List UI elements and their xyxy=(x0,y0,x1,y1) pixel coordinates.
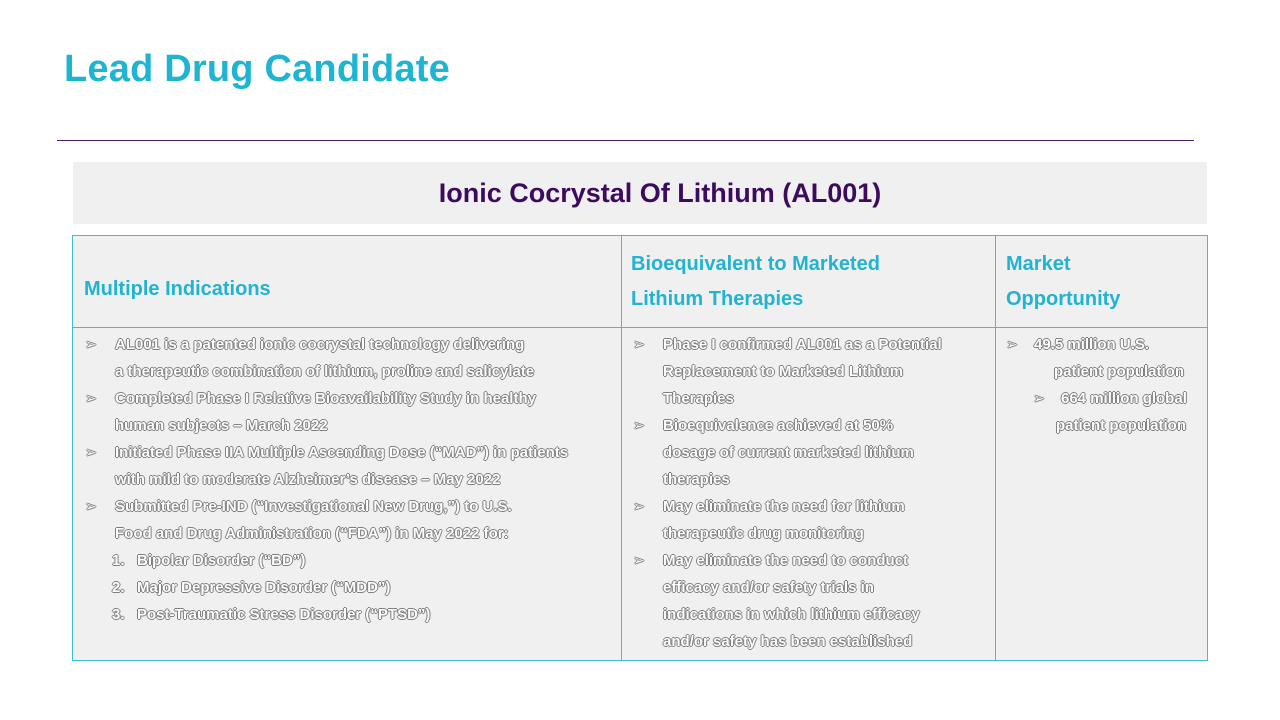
item-number: 1. xyxy=(112,552,125,569)
info-table xyxy=(72,235,1208,661)
numbered-item xyxy=(85,574,615,601)
header-line: Bioequivalent to Marketed xyxy=(631,253,880,275)
item-text: Post-Traumatic Stress Disorder (“PTSD”) xyxy=(137,606,431,623)
numbered-item xyxy=(85,601,615,628)
list-item-line: Bioequivalence achieved at 50% xyxy=(663,417,894,434)
item-number: 3. xyxy=(112,606,125,623)
list-item-line: Initiated Phase IIA Multiple Ascending Dose (“MAD”) in patients xyxy=(115,444,569,461)
list-item-line: AL001 is a patented ionic cocrystal technology delivering xyxy=(115,336,525,353)
banner xyxy=(73,162,1207,224)
list-item-line: and/or safety has been established xyxy=(663,633,913,650)
list-item-line: with mild to moderate Alzheimer’s disease – May 2022 xyxy=(115,471,501,488)
list-item xyxy=(85,439,615,493)
list-item-line: May eliminate the need for lithium xyxy=(663,498,905,515)
arrow-bullet-icon: ➢ xyxy=(633,417,645,433)
arrow-bullet-icon: ➢ xyxy=(85,444,97,460)
list-item xyxy=(633,331,983,412)
bioequivalence-list xyxy=(633,331,983,655)
arrow-bullet-icon: ➢ xyxy=(1033,390,1045,406)
header-divider xyxy=(73,327,1207,328)
list-item-line: therapeutic drug monitoring xyxy=(663,525,864,542)
list-item-line: indications in which lithium efficacy xyxy=(663,606,920,623)
divider-line xyxy=(57,140,1194,141)
list-item-line: Submitted Pre-IND (“Investigational New Drug,”) to U.S. xyxy=(115,498,512,515)
list-item xyxy=(633,412,983,493)
header-line: Opportunity xyxy=(1006,288,1121,310)
list-item-line: efficacy and/or safety trials in xyxy=(663,579,874,596)
arrow-bullet-icon: ➢ xyxy=(1006,336,1018,352)
item-text: Bipolar Disorder (“BD”) xyxy=(137,552,306,569)
header-multiple-indications: Multiple Indications xyxy=(84,278,271,300)
list-item xyxy=(633,547,983,655)
list-item xyxy=(1006,385,1201,439)
header-bioequivalent xyxy=(631,247,880,317)
list-item-line: Phase I confirmed AL001 as a Potential xyxy=(663,336,942,353)
arrow-bullet-icon: ➢ xyxy=(633,552,645,568)
indications-list xyxy=(85,331,615,628)
page-title: Lead Drug Candidate xyxy=(64,48,450,90)
list-item-line: Completed Phase I Relative Bioavailability Study in healthy xyxy=(115,390,536,407)
list-item xyxy=(633,493,983,547)
list-item-line: human subjects – March 2022 xyxy=(115,417,328,434)
list-item xyxy=(85,331,615,385)
arrow-bullet-icon: ➢ xyxy=(633,336,645,352)
list-item-line: Food and Drug Administration (“FDA”) in May 2022 for: xyxy=(115,525,509,542)
list-item-line: Therapies xyxy=(663,390,734,407)
market-list xyxy=(1006,331,1201,439)
arrow-bullet-icon: ➢ xyxy=(85,390,97,406)
item-text: Major Depressive Disorder (“MDD”) xyxy=(137,579,391,596)
header-line: Lithium Therapies xyxy=(631,288,804,310)
column-divider xyxy=(995,236,996,660)
list-item-line: patient population xyxy=(1054,363,1184,380)
numbered-item xyxy=(85,547,615,574)
list-item xyxy=(1006,331,1201,385)
arrow-bullet-icon: ➢ xyxy=(633,498,645,514)
list-item-line: Replacement to Marketed Lithium xyxy=(663,363,904,380)
list-item-line: therapies xyxy=(663,471,730,488)
list-item-line: patient population xyxy=(1056,417,1186,434)
list-item-line: dosage of current marketed lithium xyxy=(663,444,914,461)
list-item xyxy=(85,493,615,547)
header-market-opportunity xyxy=(1006,247,1120,317)
list-item xyxy=(85,385,615,439)
column-divider xyxy=(621,236,622,660)
header-line: Market xyxy=(1006,253,1071,275)
arrow-bullet-icon: ➢ xyxy=(85,498,97,514)
list-item-line: a therapeutic combination of lithium, proline and salicylate xyxy=(115,363,535,380)
arrow-bullet-icon: ➢ xyxy=(85,336,97,352)
list-item-line: 664 million global xyxy=(1061,390,1187,407)
banner-title: Ionic Cocrystal Of Lithium (AL001) xyxy=(438,177,882,208)
list-item-line: 49.5 million U.S. xyxy=(1034,336,1150,353)
list-item-line: May eliminate the need to conduct xyxy=(663,552,909,569)
item-number: 2. xyxy=(112,579,125,596)
